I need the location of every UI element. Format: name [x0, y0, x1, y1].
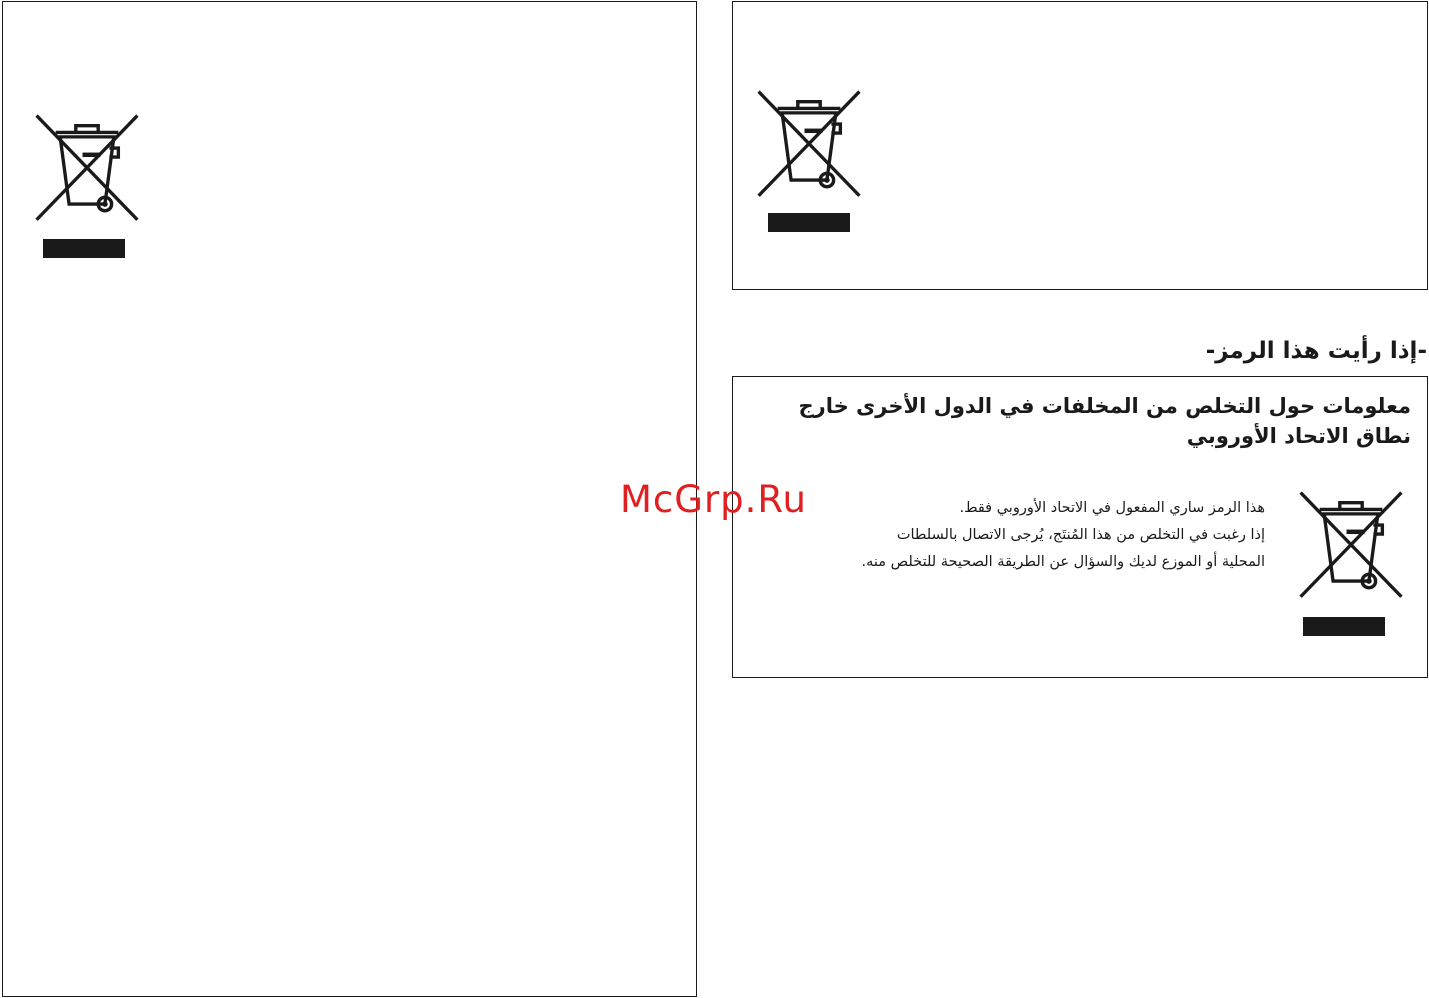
body-line: المحلية أو الموزع لديك والسؤال عن الطريقة الصحيحة للتخلص منه. — [861, 554, 1265, 570]
crossed-out-wheelie-bin-icon — [753, 86, 865, 198]
section-heading: -إذا رأيت هذا الرمز- — [1205, 338, 1427, 364]
body-line: إذا رغبت في التخلص من هذا المُنتَج، يُرجى الاتصال بالسلطات — [896, 527, 1265, 543]
crossed-out-wheelie-bin-icon — [1295, 487, 1407, 599]
watermark-text: McGrp.Ru — [620, 478, 807, 521]
crossed-out-wheelie-bin-icon — [31, 110, 143, 222]
bin-underline-bar — [1303, 617, 1385, 636]
bin-underline-bar — [768, 213, 850, 232]
box-body-text — [745, 495, 1265, 576]
bin-underline-bar — [43, 239, 125, 258]
right-top-box — [732, 1, 1428, 290]
body-line: هذا الرمز ساري المفعول في الاتحاد الأوروبي فقط. — [959, 500, 1265, 516]
box-title: معلومات حول التخلص من المخلفات في الدول الأخرى خارج نطاق الاتحاد الأوروبي — [798, 394, 1411, 448]
left-page-frame — [2, 1, 697, 997]
disposal-info-box — [732, 376, 1428, 678]
